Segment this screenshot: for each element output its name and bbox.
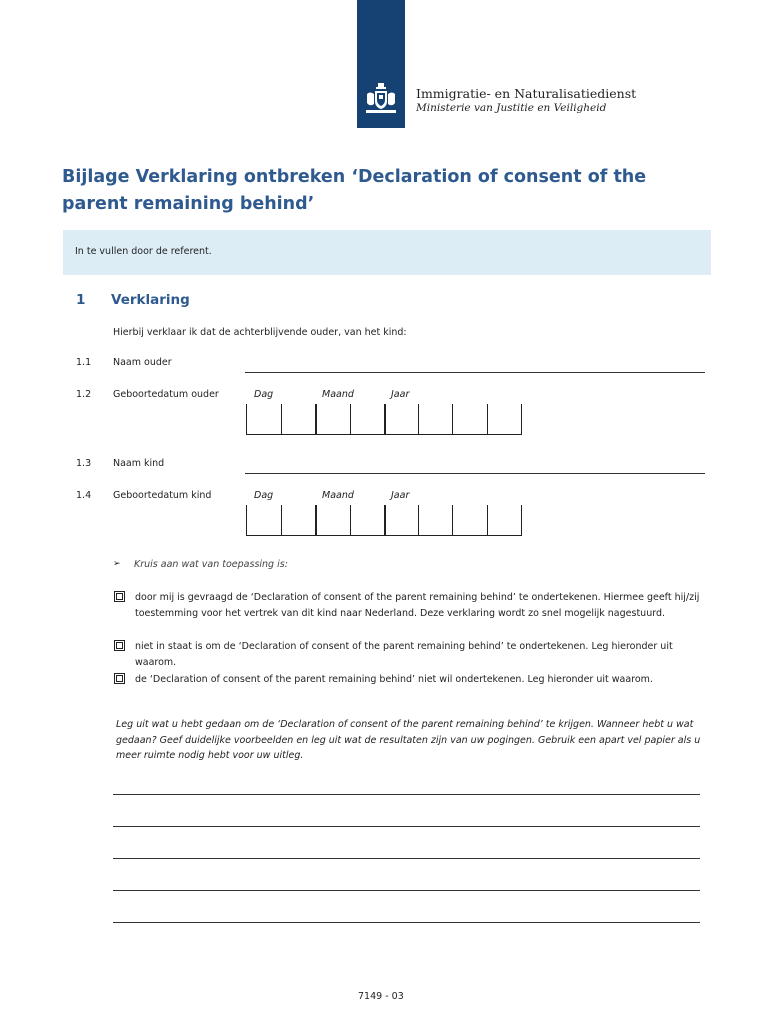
explanation-input-line[interactable] (113, 858, 700, 859)
field-number: 1.3 (76, 458, 92, 469)
agency-name: Immigratie- en Naturalisatiedienst (416, 86, 637, 101)
ministry-name: Ministerie van Justitie en Veiligheid (416, 102, 607, 114)
field-label-parent-dob: Geboortedatum ouder (113, 389, 219, 400)
instruction-text: Kruis aan wat van toepassing is: (134, 559, 288, 570)
date-label-day: Dag (254, 389, 274, 400)
explanation-input-line[interactable] (113, 890, 700, 891)
date-label-year: Jaar (391, 490, 410, 501)
parent-dob-input-grid[interactable] (246, 404, 522, 435)
date-label-day: Dag (254, 490, 274, 501)
option-text-unwilling: de ‘Declaration of consent of the parent remaining behind’ niet wil ondertekenen. Leg hieronder uit waarom. (135, 674, 653, 685)
field-number: 1.4 (76, 490, 92, 501)
explanation-instruction: Leg uit wat u hebt gedaan om de ‘Declaration of consent of the parent remaining behind’ te krijgen. Wanneer hebt u wat gedaan? Geef duidelijke voorbeelden en leg uit wat de resultaten zijn van uw pogingen. Gebruik een apart vel papier als u meer ruimte nodig hebt voor uw uitleg. (116, 719, 701, 761)
field-number: 1.2 (76, 389, 92, 400)
form-number: 7149 - 03 (358, 991, 404, 1002)
field-number: 1.1 (76, 357, 92, 368)
field-label-child-name: Naam kind (113, 458, 165, 469)
date-label-month: Maand (322, 389, 354, 400)
explanation-input-line[interactable] (113, 826, 700, 827)
date-label-month: Maand (322, 490, 354, 501)
explanation-input-line[interactable] (113, 794, 700, 795)
option-checkbox-unable[interactable] (114, 640, 125, 651)
section-intro: Hierbij verklaar ik dat de achterblijvende ouder, van het kind: (113, 327, 407, 338)
explanation-input-line[interactable] (113, 922, 700, 923)
document-title: Bijlage Verklaring ontbreken ‘Declaration of consent of the parent remaining behind’ (62, 167, 647, 214)
child-name-input-line[interactable] (245, 473, 705, 474)
child-dob-input-grid[interactable] (246, 505, 522, 536)
field-label-child-dob: Geboortedatum kind (113, 490, 212, 501)
arrow-bullet-icon: ➢ (113, 559, 121, 569)
section-title: Verklaring (111, 292, 190, 308)
section-number: 1 (76, 292, 86, 308)
field-label-parent-name: Naam ouder (113, 357, 172, 368)
info-box (63, 230, 711, 275)
parent-name-input-line[interactable] (245, 372, 705, 373)
option-text-asked: door mij is gevraagd de ‘Declaration of consent of the parent remaining behind’ te ondertekenen. Hiermee geeft hij/zij toestemming voor het vertrek van dit kind naar Nederland. Deze verklaring wordt zo snel mogelijk nagestuurd. (135, 592, 700, 619)
option-text-unable: niet in staat is om de ‘Declaration of consent of the parent remaining behind’ te ondertekenen. Leg hieronder uit waarom. (135, 641, 673, 668)
info-box-text: In te vullen door de referent. (75, 246, 212, 257)
option-checkbox-unwilling[interactable] (114, 673, 125, 684)
date-label-year: Jaar (391, 389, 410, 400)
option-checkbox-asked[interactable] (114, 591, 125, 602)
logo-bar (357, 0, 405, 128)
coat-of-arms-icon (363, 82, 399, 116)
